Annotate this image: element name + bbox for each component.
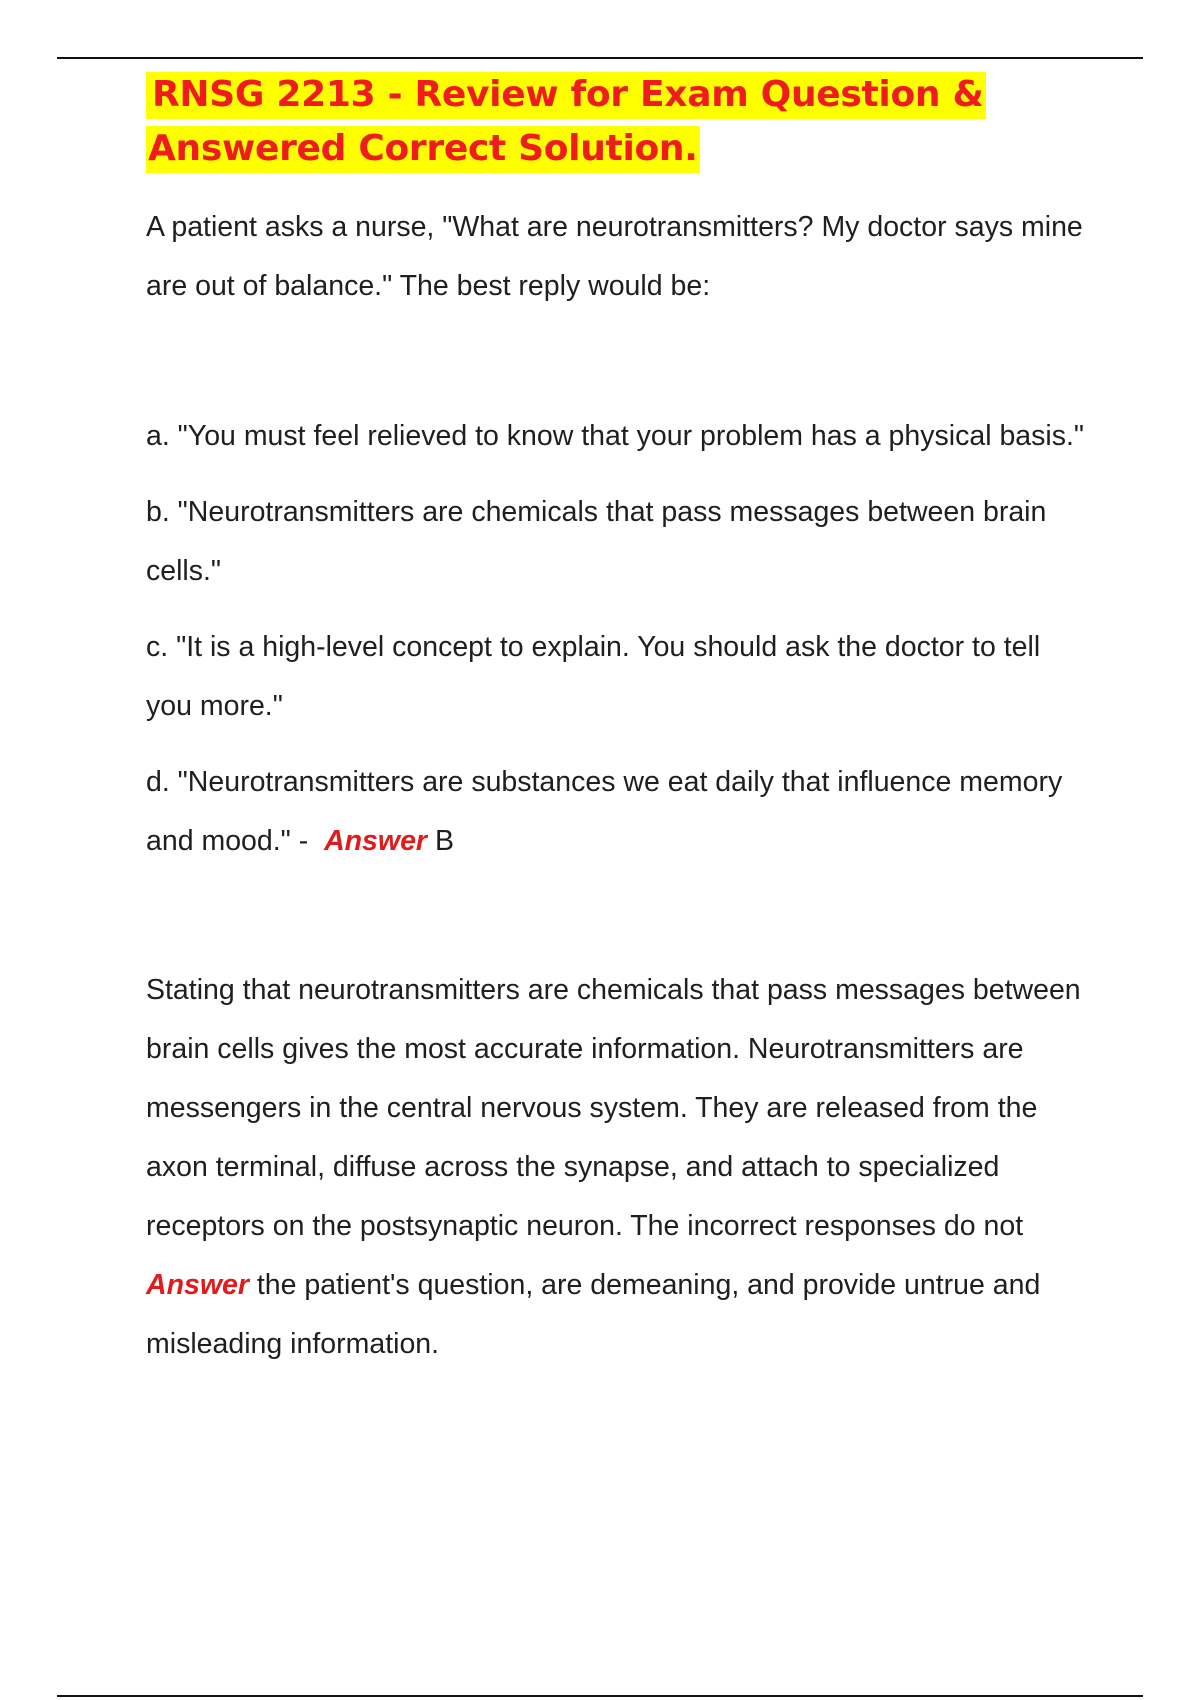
rationale-part-1: Stating that neurotransmitters are chemicals that pass messages between brain cells gives the most accurate information. Neurotransmitters are messengers in the central nervous system. They are released from the axon terminal, diffuse across the synapse, and attach to specialized receptors on the postsynaptic neuron. The incorrect responses do not <box>146 974 1081 1242</box>
option-d <box>146 753 1086 871</box>
rationale-part-2: the patient's question, are demeaning, and provide untrue and misleading information. <box>146 1269 1041 1360</box>
title-line-1: RNSG 2213 - Review for Exam Question & <box>146 72 986 119</box>
rationale-answer-word: Answer <box>146 1269 249 1301</box>
document-content <box>146 68 1086 1374</box>
bottom-rule <box>57 1695 1143 1697</box>
question-text: A patient asks a nurse, "What are neurotransmitters? My doctor says mine are out of balance." The best reply would be: <box>146 211 1083 302</box>
answer-label: Answer <box>324 825 428 857</box>
title-line-2: Answered Correct Solution. <box>146 126 700 173</box>
option-c: c. "It is a high-level concept to explain. You should ask the doctor to tell you more." <box>146 631 1041 722</box>
document-title <box>146 68 1086 176</box>
option-a: a. "You must feel relieved to know that your problem has a physical basis." <box>146 420 1085 452</box>
option-b: b. "Neurotransmitters are chemicals that pass messages between brain cells." <box>146 496 1047 587</box>
rationale-text <box>146 961 1086 1374</box>
option-d-text: d. "Neurotransmitters are substances we eat daily that influence memory and mood." - <box>146 766 1063 857</box>
top-rule <box>57 57 1143 59</box>
answer-value: B <box>434 825 454 857</box>
